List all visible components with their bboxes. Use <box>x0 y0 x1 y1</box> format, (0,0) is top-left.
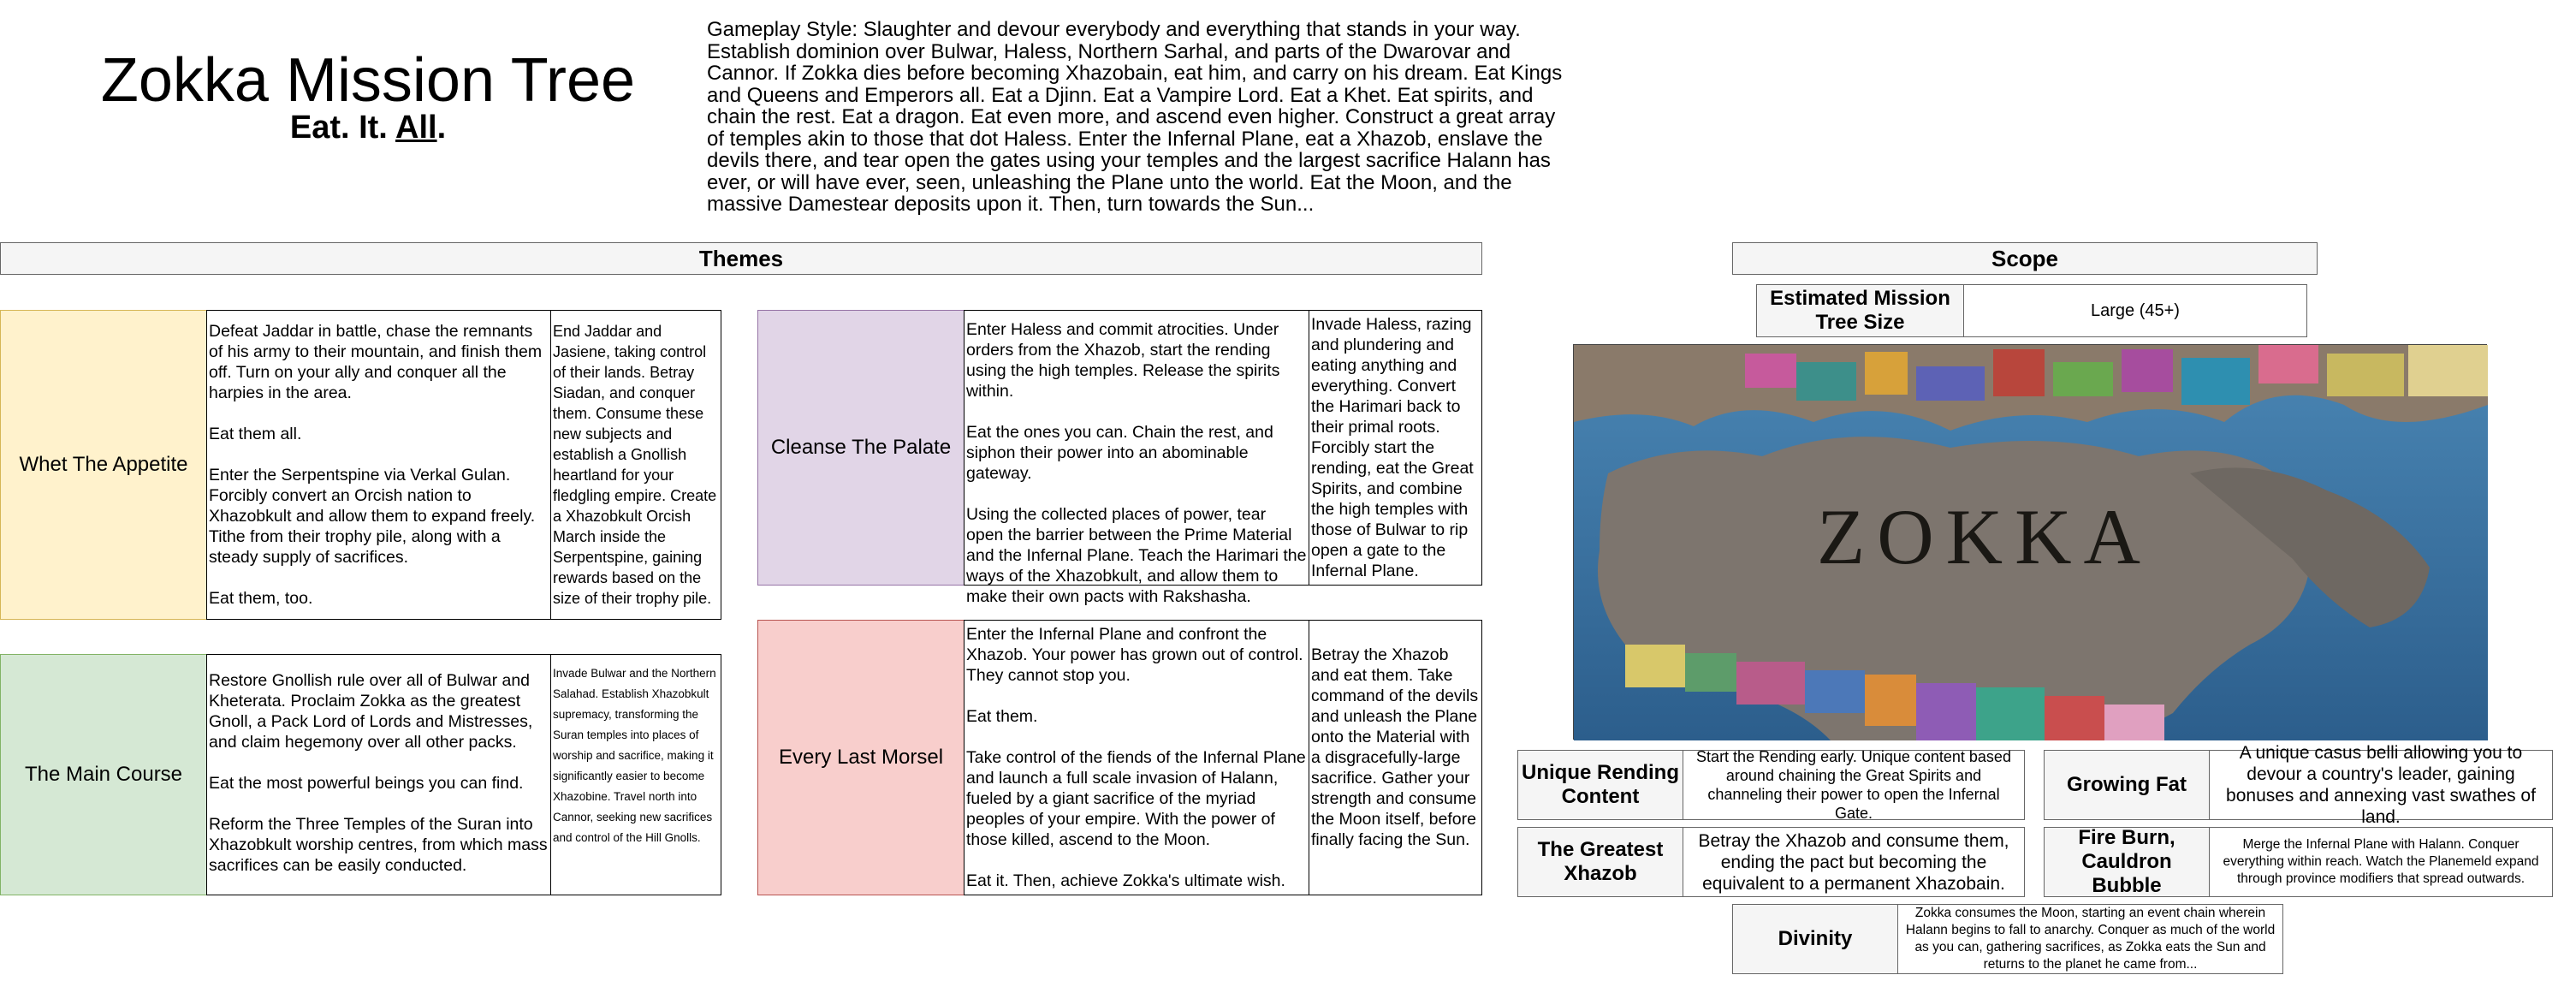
feature-the-greatest-xhazob: The Greatest Xhazob <box>1517 827 1683 897</box>
map-realm <box>1916 683 1976 740</box>
gameplay-style-text: Gameplay Style: Slaughter and devour everybody and everything that stands in your way. Establish dominion over Bulwar, Haless, Northern Sarhal, and parts of the Dwarovar and Cannor. If Zokka dies before becoming Xhazobain, eat him, and carry on his dream. Eat Kings and Queens and Emperors all. Eat a Djinn. Eat a Vampire Lord. Eat a Khet. Eat spirits, and chain the rest. Eat a dragon. Eat even more, and ascend even higher. Construct a great array of temples akin to those that dot Haless. Enter the Infernal Plane, eat a Xhazob, enslave the devils there, and tear open the gates using your temples and the largest sacrifice Halann has ever, or will have ever, seen, unleashing the Plane unto the world. Eat the Moon, and the massive Damestear deposits upon it. Then, turn towards the Sun... <box>707 18 1563 216</box>
map-label: ZOKKA <box>1817 493 2152 580</box>
map-realm <box>1625 645 1685 687</box>
theme-description <box>206 310 551 620</box>
description-paragraph: Eat the most powerful beings you can find. <box>209 774 524 793</box>
themes-header: Themes <box>0 242 1482 275</box>
theme-description <box>964 620 1309 895</box>
description-paragraph: Eat them, too. <box>209 589 313 608</box>
description-paragraph: Take control of the fiends of the Infernal Plane and launch a full scale invasion of Halann, fueled by a giant sacrifice of the myriad peoples of your empire. With the power of those killed, ascend to the Moon. <box>966 748 1306 849</box>
theme-the-main-course <box>0 654 207 895</box>
theme-name: Whet The Appetite <box>19 453 188 476</box>
theme-description <box>964 310 1309 606</box>
theme-description <box>206 654 551 895</box>
subtitle-end: . <box>436 110 447 146</box>
theme-whet-the-appetite <box>0 310 207 620</box>
map-realm <box>1796 362 1856 401</box>
description-paragraph: Eat it. Then, achieve Zokka's ultimate wish. <box>966 871 1285 890</box>
size-value: Large (45+) <box>1963 284 2307 337</box>
page-subtitle <box>0 110 736 146</box>
feature-fire-burn-cauldron-bubble: Fire Burn, Cauldron Bubble <box>2044 827 2210 897</box>
map-realm <box>2122 349 2173 392</box>
map-realm <box>1736 662 1805 705</box>
map-realm <box>1745 354 1796 388</box>
map-realm <box>1976 687 2045 740</box>
description-paragraph: Reform the Three Temples of the Suran into Xhazobkult worship centres, from which mass sacrifices can be easily conducted. <box>209 815 548 875</box>
theme-summary: Invade Bulwar and the Northern Salahad. Establish Xhazobkult supremacy, transforming the Suran temples into places of worship and sacrifice, making it significantly easier to become Xhazobine. Travel north into Cannor, seeking new sacrifices and control of the Hill Gnolls. <box>550 654 721 895</box>
description-paragraph: Eat them all. <box>209 425 302 443</box>
subtitle-lead: Eat. It. <box>289 110 396 146</box>
map-realm <box>2327 354 2404 396</box>
page-title: Zokka Mission Tree <box>100 46 636 115</box>
map-realm <box>1916 366 1985 401</box>
zokka-map-image <box>1573 344 2487 740</box>
theme-name: Cleanse The Palate <box>770 436 952 459</box>
scope-header: Scope <box>1732 242 2318 275</box>
feature-unique-rending-content: Unique Rending Content <box>1517 750 1683 820</box>
map-realm <box>1865 675 1916 726</box>
feature-divinity: Divinity <box>1732 904 1898 974</box>
map-realm <box>1993 349 2045 396</box>
feature-description: Betray the Xhazob and consume them, ending the pact but becoming the equivalent to a permanent Xhazobain. <box>1683 827 2025 897</box>
feature-description: Merge the Infernal Plane with Halann. Conquer everything within reach. Watch the Planemeld expand through province modifiers that spread outwards. <box>2209 827 2553 897</box>
theme-summary: End Jaddar and Jasiene, taking control of their lands. Betray Siadan, and conquer them. Consume these new subjects and establish a Gnollish heartland for your fledgling empire. Create a Xhazobkult Orcish March inside the Serpentspine, gaining rewards based on the size of their trophy pile. <box>550 310 721 620</box>
map-realm <box>2104 705 2164 740</box>
map-realm <box>1805 670 1865 713</box>
description-paragraph: Enter Haless and commit atrocities. Under orders from the Xhazob, start the rending using the high temples. Release the spirits within. <box>966 320 1280 401</box>
map-realm <box>2258 345 2318 383</box>
feature-description: A unique casus belli allowing you to devour a country's leader, gaining bonuses and annexing vast swathes of land. <box>2209 750 2553 820</box>
theme-name: Every Last Morsel <box>778 746 944 769</box>
description-paragraph: Restore Gnollish rule over all of Bulwar and Kheterata. Proclaim Zokka as the greatest Gnoll, a Pack Lord of Lords and Mistresses, and claim hegemony over all other packs. <box>209 671 533 752</box>
feature-description: Zokka consumes the Moon, starting an event chain wherein Halann begins to fall to anarchy. Conquer as much of the world as you can, gathering sacrifices, as Zokka eats the Sun and returns to the planet he came from... <box>1897 904 2283 974</box>
description-paragraph: Eat them. <box>966 707 1038 726</box>
description-paragraph: Using the collected places of power, tear open the barrier between the Prime Material and the Infernal Plane. Teach the Harimari the ways of the Xhazobkult, and allow them to make their own pacts with Rakshasha. <box>966 505 1307 606</box>
description-paragraph: Enter the Serpentspine via Verkal Gulan. Forcibly convert an Orcish nation to Xhazobkult and allow them to expand freely. Tithe from their trophy pile, along with a steady supply of sacrifices. <box>209 466 536 567</box>
size-label: Estimated Mission Tree Size <box>1756 284 1964 337</box>
feature-growing-fat: Growing Fat <box>2044 750 2210 820</box>
feature-description: Start the Rending early. Unique content based around chaining the Great Spirits and channeling their power to open the Infernal Gate. <box>1683 750 2025 820</box>
description-paragraph: Eat the ones you can. Chain the rest, and siphon their power into an abominable gateway. <box>966 423 1273 483</box>
map-realm <box>2045 696 2104 740</box>
theme-name: The Main Course <box>24 763 183 786</box>
description-paragraph: Defeat Jaddar in battle, chase the remnants of his army to their mountain, and finish them off. Turn on your ally and conquer all the harpies in the area. <box>209 322 543 402</box>
map-realm <box>1865 352 1908 395</box>
theme-summary: Betray the Xhazob and eat them. Take command of the devils and unleash the Plane onto the Material with a disgracefully-large sacrifice. Gather your strength and consume the Moon itself, before finally facing the Sun. <box>1309 620 1482 895</box>
map-realm <box>2053 362 2113 396</box>
theme-every-last-morsel <box>757 620 965 895</box>
subtitle-underlined: All <box>395 110 437 146</box>
map-realm <box>2181 358 2250 405</box>
theme-summary: Invade Haless, razing and plundering and eating anything and everything. Convert the Harimari back to their primal roots. Forcibly start the rending, eat the Great Spirits, and combine the high temples with those of Bulwar to rip open a gate to the Infernal Plane. <box>1309 310 1482 586</box>
theme-cleanse-the-palate <box>757 310 965 586</box>
map-svg <box>1574 345 2488 740</box>
map-realm <box>2408 345 2488 396</box>
description-paragraph: Enter the Infernal Plane and confront the Xhazob. Your power has grown out of control. They cannot stop you. <box>966 625 1303 685</box>
map-realm <box>1685 653 1736 692</box>
